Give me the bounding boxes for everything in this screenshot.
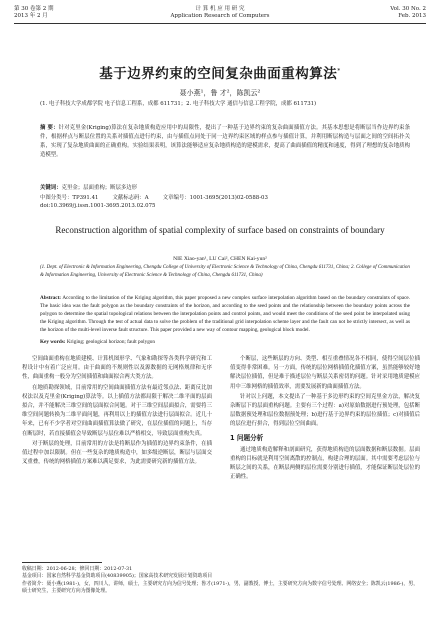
- abstract-cn-label: 摘 要：: [40, 125, 59, 131]
- doi: doi:10.3969/j.issn.1001-3695.2013.02.075: [40, 203, 156, 210]
- keywords-cn-label: 关键词：: [40, 185, 62, 191]
- clc-number: 中图分类号：TP391.41: [40, 195, 99, 201]
- keywords-chinese: 关键词：克里金；层面重构；断层多边形: [40, 185, 138, 191]
- authors-english: NIE Xiao-yan¹, LU Cai², CHEN Kai-yun²: [173, 256, 267, 262]
- title-footnote-mark: *: [337, 67, 341, 75]
- document-code: 文献标志码：A: [112, 195, 149, 201]
- footnote: [22, 566, 420, 596]
- body-column-left: [22, 355, 212, 468]
- paragraph: 通过地质构造解释和剖面研究，获得地质构造的层面数据和断层数据。层面重构的目标就是利用空间离散的控制点，构建合理的层面。其中需要考虑层位与断层之间的关系，在断层两侧的层位需要分别进行插值，才能保证断层处层位的正确性。: [230, 446, 420, 481]
- paragraph: 空间曲面重构在地质建模、计算机图形学、气象和勘探等各类科学研究和工程设计中有着广泛应用。由于曲面的不规则性以及源数据的无网格规律和无序性，曲面重构一般分为空间插值和曲面拟合两大类方法。: [22, 356, 212, 381]
- abstract-chinese: [40, 124, 410, 160]
- abstract-en-label: Abstract:: [40, 295, 62, 301]
- header-divider: [14, 23, 426, 24]
- fund-info: 基金项目：国家自然科学基金资助项目(40839905)；国家高技术研究发展计划资助项目: [22, 573, 213, 580]
- abstract-cn-text: 针对克里金(Kriging)算法在复杂地质构造应用中的局限性，提出了一种基于边界约束的复杂曲面插值方法。其基本思想是将断层当作边界约束条件，根据样点与断层位置的关系对插值点进行约束，由与插值点同处于同一边界约束区域的样点参与插值计算，并利用断层构造与层面之间的空间拓扑关系，实现了复杂地质曲面的正确重构。实验结果表明，该算法能够适应复杂地质构造的建模需求，提高了曲面插值的精度和速度，得到了理想的复杂地质构造模型。: [40, 125, 410, 158]
- article-number: 文章编号：1001-3695(2013)02-0588-03: [162, 195, 268, 201]
- paragraph: 在地质勘探领域，目前常用的空间曲面插值方法有最近邻点法、距离反比加权法以及克里金(Kriging)算法等。以上插值方法都局限于解决二维平面的层面拟合，并不能解决三维空间的层面拟合问题。对于三维空间层面拟合，需要将三维空间问题转换为二维平面问题，再利用以上的插值方法进行层面拟合。近几十年来，已有不少学者对空间曲面插值算法做了研究，在层位插值的问题上，当存在断层时，若直接插值会导致断层与层位难以严格相交，导致层面重构失真。: [22, 384, 212, 437]
- keywords-en-label: Key words:: [40, 339, 66, 345]
- authors-chinese: 聂小燕¹，鲁 才²，陈凯云²: [179, 89, 261, 97]
- footnote-divider: [22, 562, 102, 563]
- paragraph: 个断层，这些断层的方向、类型、相互重叠情况各不相同，使得空间层位插值变得非常困难。另一方面，传统的层位网格插值化插值方案，虽然能够较好地解决层位插值，但是难于描述层位与断层关系密切的问题。针对采用地质建模应用中三维网格的插值效率，需要发展新的曲面插值方法。: [230, 356, 420, 390]
- running-header: [14, 6, 426, 30]
- title-chinese: 基于边界约束的空间复杂曲面重构算法*: [99, 66, 341, 82]
- affiliation-chinese: (1. 电子科技大学成都学院 电子信息工程系，成都 611731；2. 电子科技大学 通信与信息工程学院，成都 611731): [40, 101, 317, 107]
- title-english: Reconstruction algorithm of spatial complexity of surface based on constraints of boundary: [55, 225, 385, 235]
- paragraph: 针对以上问题，本文提出了一种基于多边形约束的空间克里金方法，解决复杂断层下的层面重构问题。主要有三个过程：a)对原始数据进行预处理，包括断层数据预处理和层位数据预处理；b)进行基于边界约束的层位插值；c)对插值后的层位进行拼合，得到层位空间曲面。: [230, 393, 420, 428]
- header-volume-en: Vol. 30 No. 2 Feb. 2013: [390, 6, 426, 19]
- section-heading: 1 问题分析: [230, 433, 264, 442]
- abstract-english: Abstract: According to the limitation of the Kriging algorithm, this paper proposed a new complex surface interpolation algorithm based on the boundary constraints of space. The basic idea was the fault polygon as the boundary constraints of the horizon, and according to the seed points and the relationship between the boundary points across the polygon to determine the spatial topological relations between the interpolation points and control points, and would meet the conditions of the seed point be interpolated using the Kriging algorithm. Through the test of actual data to solve the problem of the traditional grid interpolation scheme layer and the fault can not be strictly intersect, as well as the horizon of the multi-level inverse fault structure. This paper provided a new way of contour mapping, geological block model.: [40, 295, 410, 333]
- header-volume: 第 30 卷第 2 期 2013 年 2 月: [14, 6, 54, 19]
- received-date: 收稿日期：2012-06-28；修回日期：2012-07-31: [22, 566, 133, 572]
- body-column-right: [230, 355, 420, 484]
- keywords-english: Key words: Kriging; geological horizon; fault polygon: [40, 339, 155, 345]
- affiliation-english: (1. Dept. of Electronic & Information Engineering, Chengdu College of University of Electronic Science & Technology of China, Chengdu 611731, China; 2. College of Communication & Information Engineering, University of Electronic Science & Technology of China, Chengdu 611731, China): [40, 265, 410, 278]
- author-bio: 作者简介：聂小燕(1981-)，女，四川人，讲师，硕士，主要研究方向为信号处理；鲁才(1971-)，男，副教授，博士，主要研究方向为数字信号处理、网络安全；陈凯云(1986-)，男，硕士研究生，主要研究方向为图像处理。: [22, 580, 419, 595]
- header-journal: 计 算 机 应 用 研 究 Application Research of Computers: [170, 6, 270, 19]
- classification-info: [40, 194, 410, 210]
- paragraph: 对于断层的处理，目前常用的方法是将断层作为插值的边界约束条件，在插值过程中加以限制。但在一些复杂的地质构造中，如多级逆断层，断层与层面交叉重叠，传统的网格插值方案难以满足要求，为此需要研究新的插值方法。: [22, 440, 212, 466]
